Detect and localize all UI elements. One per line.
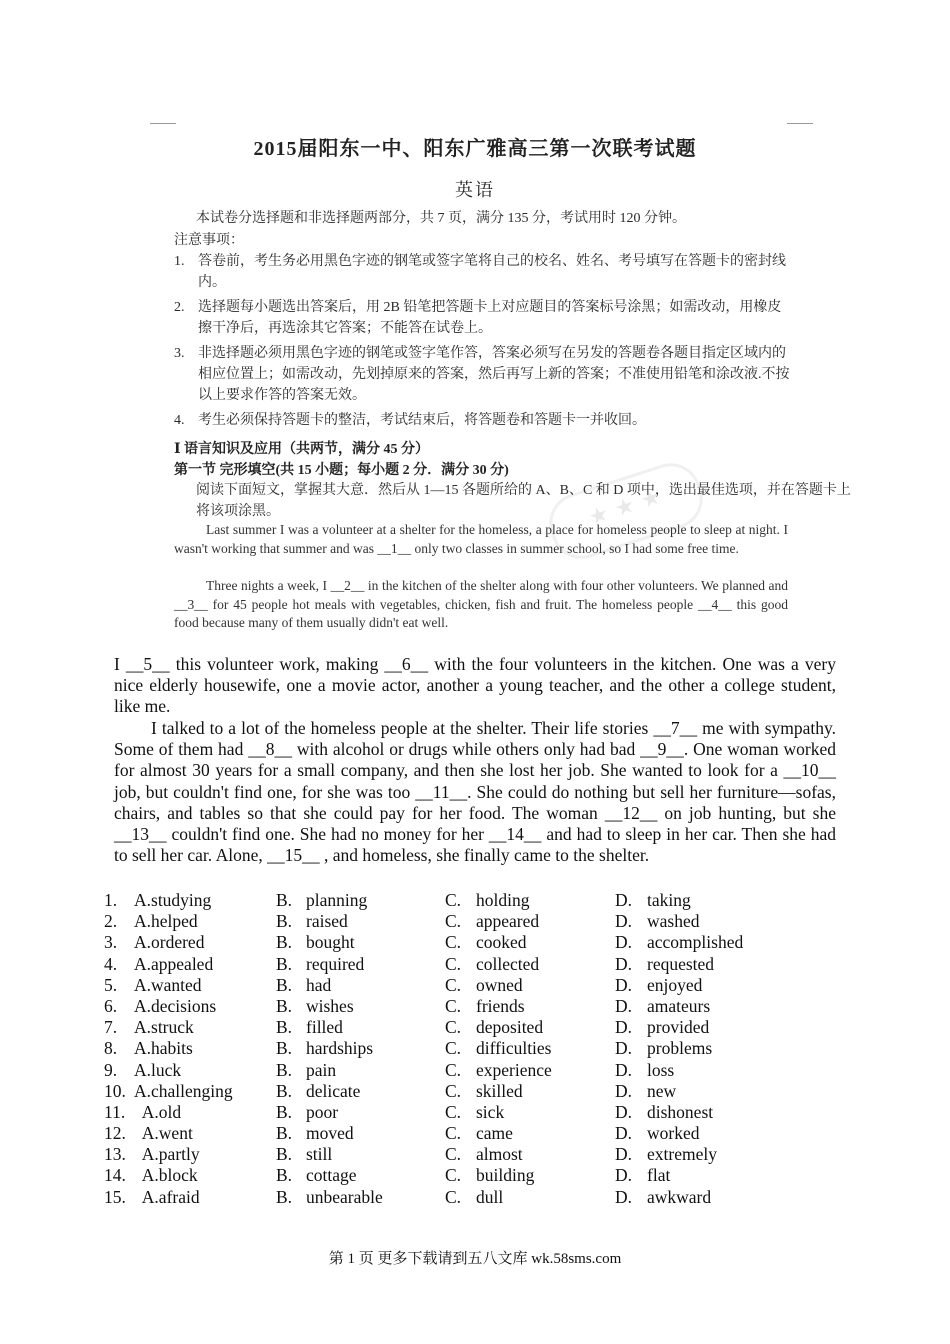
option-b-letter: B. [276, 1017, 293, 1038]
option-b: raised [306, 911, 348, 932]
option-d: dishonest [647, 1101, 714, 1122]
passage-paragraph-3: I __5__ this volunteer work, making __6__ with the four volunteers in the kitchen. One was a very nice elderly housewife, one a movie actor, another a young teacher, and the other a college student, like me. [114, 654, 836, 717]
passage-paragraph-4: I talked to a lot of the homeless people at the shelter. Their life stories __7__ me with sympathy. Some of them had __8__ with alcohol or drugs while others only had bad __9__. One woman worked for almost 30 years for a small company, and then she lost her job. She wanted to look for a __10__ job, but couldn't find one, for she was too __11__. She could do nothing but sell her furniture—sofas, chairs, and tables so that she could pay for her food. The woman __12__ on job hunting, but she __13__ couldn't find one. She had no money for her __14__ and had to sleep in her car. Then she had to sell her car. Alone, __15__ , and homeless, she finally came to the shelter. [114, 718, 836, 866]
option-c-letter: C. [445, 974, 462, 995]
cloze-directions: 阅读下面短文，掌握其大意．然后从 1—15 各题所给的 A、B、C 和 D 项中，选出最佳选项，并在答题卡上将该项涂黑。 [196, 483, 851, 519]
header-rule-left [150, 123, 176, 124]
option-b-letter: B. [276, 890, 293, 910]
option-a: A.struck [134, 1017, 194, 1038]
option-d: enjoyed [647, 974, 703, 995]
option-a: A.luck [134, 1059, 182, 1080]
option-a: A.decisions [134, 995, 217, 1016]
option-row [104, 975, 844, 996]
option-b: required [306, 953, 365, 974]
option-b: still [306, 1144, 333, 1165]
option-d: requested [647, 953, 715, 974]
option-b-letter: B. [276, 1186, 293, 1207]
option-row [104, 932, 844, 953]
question-number: 1. [104, 890, 118, 910]
option-c: building [476, 1165, 535, 1186]
option-a: A.afraid [134, 1186, 200, 1207]
option-d: amateurs [647, 995, 711, 1016]
notice-item-text: 选择题每小题选出答案后，用 2B 铅笔把答题卡上对应题目的答案标号涂黑；如需改动，用橡皮擦干净后，再选涂其它答案；不能答在试卷上。 [198, 300, 782, 336]
option-c: came [476, 1123, 513, 1144]
option-b: bought [306, 932, 355, 953]
option-b: planning [306, 890, 368, 910]
option-c: appeared [476, 911, 540, 932]
option-row [104, 911, 844, 932]
option-c: almost [476, 1144, 523, 1165]
question-number: 12. [104, 1123, 126, 1144]
notice-item [174, 410, 794, 431]
option-a: A.block [134, 1165, 198, 1186]
option-a: A.helped [134, 911, 198, 932]
option-d-letter: D. [615, 1080, 633, 1101]
notice-item-text: 答卷前，考生务必用黑色字迹的钢笔或签字笔将自己的校名、姓名、考号填写在答题卡的密封线内。 [198, 254, 786, 290]
option-row [104, 1144, 844, 1165]
option-d: flat [647, 1165, 671, 1186]
option-b-letter: B. [276, 932, 293, 953]
option-row [104, 1165, 844, 1186]
option-d-letter: D. [615, 1101, 633, 1122]
option-d-letter: D. [615, 932, 633, 953]
option-c-letter: C. [445, 911, 462, 932]
option-c-letter: C. [445, 1059, 462, 1080]
option-c: dull [476, 1186, 504, 1207]
option-c: collected [476, 953, 540, 974]
option-c-letter: C. [445, 1038, 462, 1059]
option-row [104, 954, 844, 975]
notice-item-text: 考生必须保持答题卡的整洁，考试结束后，将答题卷和答题卡一并收回。 [198, 413, 646, 428]
option-a: A.partly [134, 1144, 200, 1165]
option-row [104, 1081, 844, 1102]
option-c: friends [476, 995, 525, 1016]
option-a: A.went [134, 1123, 193, 1144]
option-row [104, 996, 844, 1017]
option-c-letter: C. [445, 953, 462, 974]
option-d: awkward [647, 1186, 712, 1207]
option-b-letter: B. [276, 1165, 293, 1186]
option-c-letter: C. [445, 995, 462, 1016]
option-a: A.ordered [134, 932, 205, 953]
option-d-letter: D. [615, 1165, 633, 1186]
question-number: 5. [104, 974, 118, 995]
option-c: cooked [476, 932, 527, 953]
notice-item [174, 251, 794, 293]
option-a: A.challenging [134, 1080, 233, 1101]
option-b: cottage [306, 1165, 357, 1186]
option-d: worked [647, 1123, 700, 1144]
option-c-letter: C. [445, 932, 462, 953]
option-c-letter: C. [445, 1144, 462, 1165]
option-row [104, 1123, 844, 1144]
option-d-letter: D. [615, 953, 633, 974]
option-a: A.studying [134, 890, 212, 910]
exam-subject: 英语 [455, 180, 495, 200]
option-b: filled [306, 1017, 343, 1038]
option-b-letter: B. [276, 1080, 293, 1101]
option-c: experience [476, 1059, 552, 1080]
option-b-letter: B. [276, 1038, 293, 1059]
notice-item-number: 1. [174, 254, 185, 269]
option-b-letter: B. [276, 1101, 293, 1122]
option-b: unbearable [306, 1186, 383, 1207]
exam-title: 2015届阳东一中、阳东广雅高三第一次联考试题 [253, 138, 697, 160]
option-b: delicate [306, 1080, 361, 1101]
option-d-letter: D. [615, 974, 633, 995]
option-b-letter: B. [276, 995, 293, 1016]
notice-list [174, 251, 794, 435]
option-d-letter: D. [615, 1038, 633, 1059]
answer-options-table [104, 890, 844, 1208]
option-d-letter: D. [615, 911, 633, 932]
option-b-letter: B. [276, 1123, 293, 1144]
question-number: 8. [104, 1038, 118, 1059]
header-rule-right [787, 123, 813, 124]
option-a: A.appealed [134, 953, 214, 974]
option-b-letter: B. [276, 974, 293, 995]
option-d-letter: D. [615, 1059, 633, 1080]
option-b: wishes [306, 995, 354, 1016]
watermark-stamp: ★ ★ ★ [542, 456, 711, 567]
option-row [104, 1038, 844, 1059]
option-d: new [647, 1080, 677, 1101]
question-number: 2. [104, 911, 118, 932]
question-number: 9. [104, 1059, 118, 1080]
option-c-letter: C. [445, 1165, 462, 1186]
question-number: 10. [104, 1080, 126, 1101]
option-c-letter: C. [445, 1017, 462, 1038]
exam-intro: 本试卷分选择题和非选择题两部分，共 7 页，满分 135 分，考试用时 120 分钟。 [196, 211, 686, 226]
page-footer: 第 1 页 更多下载请到五八文库 wk.58sms.com [328, 1251, 622, 1267]
option-a: A.wanted [134, 974, 202, 995]
option-b: poor [306, 1101, 339, 1122]
passage-paragraph-2: Three nights a week, I __2__ in the kitchen of the shelter along with four other volunteers. We planned and __3__ for 45 people hot meals with vegetables, chicken, fish and fruit. The homeless people __4__ this good food because many of them usually didn't eat well. [174, 578, 788, 630]
option-d-letter: D. [615, 1017, 633, 1038]
option-a: A.old [134, 1101, 182, 1122]
option-c: difficulties [476, 1038, 552, 1059]
question-number: 13. [104, 1144, 126, 1165]
option-d: provided [647, 1017, 710, 1038]
option-c-letter: C. [445, 1123, 462, 1144]
option-d: problems [647, 1038, 713, 1059]
notice-heading: 注意事项： [174, 233, 244, 248]
option-b: hardships [306, 1038, 374, 1059]
option-b: had [306, 974, 332, 995]
section-one-heading: 第一节 完形填空(共 15 小题；每小题 2 分．满分 30 分) [174, 463, 509, 478]
notice-item-text: 非选择题必须用黑色字迹的钢笔或签字笔作答，答案必须写在另发的答题卷各题目指定区域内的相应位置上；如需改动，先划掉原来的答案，然后再写上新的答案；不准使用铅笔和涂改液.不按以上要求作答的答案无效。 [198, 346, 790, 403]
option-d: loss [647, 1059, 675, 1080]
option-d: accomplished [647, 932, 744, 953]
option-row [104, 1017, 844, 1038]
option-row [104, 890, 844, 911]
option-d: taking [647, 890, 691, 910]
option-c-letter: C. [445, 890, 462, 910]
option-c: sick [476, 1101, 505, 1122]
option-d-letter: D. [615, 1123, 633, 1144]
option-b: pain [306, 1059, 337, 1080]
option-c-letter: C. [445, 1101, 462, 1122]
part-one-heading: Ⅰ 语言知识及应用（共两节，满分 45 分） [174, 442, 430, 457]
notice-item [174, 343, 794, 406]
option-d-letter: D. [615, 1144, 633, 1165]
option-d-letter: D. [615, 1186, 633, 1207]
option-b-letter: B. [276, 953, 293, 974]
option-d: extremely [647, 1144, 717, 1165]
option-d-letter: D. [615, 995, 633, 1016]
option-d-letter: D. [615, 890, 633, 910]
notice-item [174, 297, 794, 339]
option-c-letter: C. [445, 1080, 462, 1101]
question-number: 3. [104, 932, 118, 953]
option-b-letter: B. [276, 1059, 293, 1080]
notice-item-number: 2. [174, 300, 185, 315]
option-row [104, 1187, 844, 1208]
option-row [104, 1102, 844, 1123]
option-c: skilled [476, 1080, 523, 1101]
option-b-letter: B. [276, 1144, 293, 1165]
option-c-letter: C. [445, 1186, 462, 1207]
option-b: moved [306, 1123, 354, 1144]
option-c: holding [476, 890, 530, 910]
passage-paragraph-1: Last summer I was a volunteer at a shelter for the homeless, a place for homeless people to sleep at night. I wasn't working that summer and was __1__ only two classes in summer school, so I had some free time. [174, 522, 788, 556]
question-number: 4. [104, 953, 118, 974]
option-d: washed [647, 911, 700, 932]
option-row [104, 1060, 844, 1081]
question-number: 14. [104, 1165, 126, 1186]
option-c: deposited [476, 1017, 544, 1038]
question-number: 7. [104, 1017, 118, 1038]
question-number: 11. [104, 1101, 126, 1122]
option-b-letter: B. [276, 911, 293, 932]
question-number: 15. [104, 1186, 126, 1207]
notice-item-number: 3. [174, 346, 185, 361]
option-c: owned [476, 974, 523, 995]
option-a: A.habits [134, 1038, 193, 1059]
question-number: 6. [104, 995, 118, 1016]
notice-item-number: 4. [174, 413, 185, 428]
